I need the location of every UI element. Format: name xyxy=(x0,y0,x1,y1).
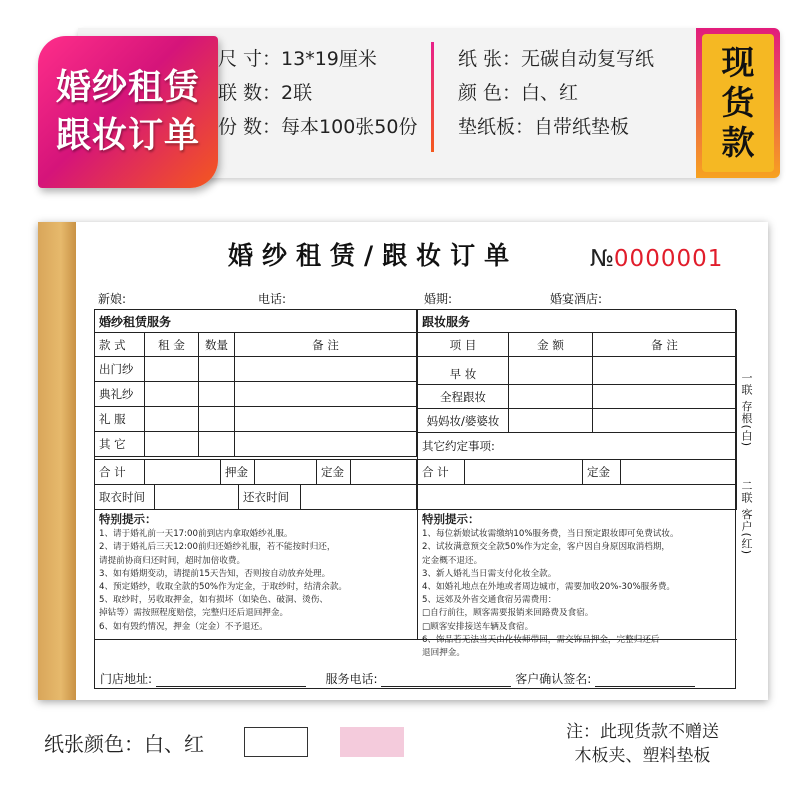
makeup-notes-title: 特别提示： xyxy=(422,512,480,526)
makeup-section-title: 跟妆服务 xyxy=(417,310,737,333)
makeup-note: □顾客安排接送车辆及食宿。 xyxy=(422,621,534,632)
bottom-note xyxy=(566,720,719,768)
makeup-header-remark: 备 注 xyxy=(593,333,737,357)
rental-remark-cell[interactable] xyxy=(235,357,417,382)
makeup-remark-cell[interactable] xyxy=(593,385,737,409)
rental-deposit-label: 押金 xyxy=(221,460,255,485)
rental-fee-cell[interactable] xyxy=(145,407,199,432)
makeup-note: 1、每位新娘试妆需缴纳10%服务费，当日预定跟妆即可免费试妆。 xyxy=(422,529,679,540)
binding-spine xyxy=(38,222,76,700)
rental-downpay-label: 定金 xyxy=(317,460,351,485)
makeup-note: 5、远郊及外省交通食宿另需费用： xyxy=(422,595,557,606)
makeup-notes xyxy=(422,513,734,660)
makeup-downpay-label: 定金 xyxy=(583,460,621,485)
title-line-1: 婚纱租赁 xyxy=(55,68,200,108)
rental-header-remark: 备 注 xyxy=(235,333,417,357)
bottom-note-line-2: 木板夹、塑料垫板 xyxy=(574,746,711,766)
customer-sign-label: 客户确认签名: xyxy=(515,672,592,686)
rental-total-label: 合 计 xyxy=(95,460,145,485)
customer-sign-field[interactable] xyxy=(595,673,695,687)
red-swatch xyxy=(340,727,404,757)
in-stock-tag xyxy=(696,28,780,178)
spec-count: 份 数：每本100张50份 xyxy=(218,116,418,138)
rental-row-label: 典礼纱 xyxy=(95,382,145,407)
serial-prefix: № xyxy=(590,246,614,272)
makeup-note: 3、新人婚礼当日需支付化妆全款。 xyxy=(422,568,557,579)
bottom-note-line-1: 注：此现货款不赠送 xyxy=(566,722,719,742)
title-badge xyxy=(38,36,218,188)
makeup-note: 6、饰品若无法当天由化妆师带回，需交饰品押金，完整归还后 xyxy=(422,634,660,645)
rental-deposit-cell[interactable] xyxy=(255,460,317,485)
spec-board: 垫纸板：自带纸垫板 xyxy=(458,116,630,138)
spec-paper: 纸 张：无碳自动复写纸 xyxy=(458,48,655,70)
makeup-total-label: 合 计 xyxy=(417,460,465,485)
store-address-field[interactable] xyxy=(156,673,306,687)
copy-2-label: 二联 客户(红) xyxy=(740,480,753,556)
rental-fee-cell[interactable] xyxy=(145,357,199,382)
rental-notes-title: 特别提示： xyxy=(99,512,157,526)
rental-note: 6、如有毁约情况，押金（定金）不予退还。 xyxy=(99,621,268,632)
makeup-amount-cell[interactable] xyxy=(509,385,593,409)
form-title: 婚纱租赁/跟妆订单 xyxy=(228,241,519,270)
rental-remark-cell[interactable] xyxy=(235,407,417,432)
wedding-date-label: 婚期: xyxy=(424,292,453,306)
spec-color: 颜 色：白、红 xyxy=(458,82,579,104)
rental-fee-cell[interactable] xyxy=(145,432,199,457)
makeup-blank-row xyxy=(417,485,737,510)
rental-qty-cell[interactable] xyxy=(199,407,235,432)
product-banner xyxy=(38,28,780,178)
rental-row-label: 出门纱 xyxy=(95,357,145,382)
makeup-amount-cell[interactable] xyxy=(509,409,593,433)
rental-fee-cell[interactable] xyxy=(145,382,199,407)
return-time-cell[interactable] xyxy=(301,485,417,510)
rental-note: 5、取纱时，另收取押金，如有损坏（如染色、破洞、烫伤、 xyxy=(99,595,328,606)
white-swatch xyxy=(244,727,308,757)
makeup-note: □自行前往，顾客需要报销来回路费及食宿。 xyxy=(422,608,594,619)
paper-color-label: 纸张颜色：白、红 xyxy=(44,732,204,756)
hotel-label: 婚宴酒店: xyxy=(550,292,603,306)
return-time-label: 还衣时间 xyxy=(239,485,301,510)
makeup-downpay-cell[interactable] xyxy=(621,460,737,485)
rental-downpay-cell[interactable] xyxy=(351,460,417,485)
rental-qty-cell[interactable] xyxy=(199,382,235,407)
makeup-row-label: 妈妈妆/婆婆妆 xyxy=(417,409,509,433)
makeup-row-label: 全程跟妆 xyxy=(417,385,509,409)
makeup-note: 退回押金。 xyxy=(422,648,465,659)
rental-total-cell[interactable] xyxy=(145,460,221,485)
store-address-label: 门店地址: xyxy=(100,672,153,686)
rental-note: 4、预定婚纱，收取全款的50%作为定金，于取纱时，结清余款。 xyxy=(99,582,348,593)
rental-notes xyxy=(99,513,415,634)
service-phone-label: 服务电话: xyxy=(325,672,378,686)
rental-remark-cell[interactable] xyxy=(235,432,417,457)
rental-section-title: 婚纱租赁服务 xyxy=(95,310,417,333)
pickup-time-cell[interactable] xyxy=(155,485,239,510)
makeup-remark-cell[interactable] xyxy=(593,409,737,433)
rental-note: 1、请于婚礼前一天17:00前到店内拿取婚纱礼服。 xyxy=(99,529,293,540)
spec-copies: 联 数：2联 xyxy=(218,82,313,104)
makeup-note: 4、如婚礼地点在外地或者周边城市，需要加收20%-30%服务费。 xyxy=(422,582,676,593)
copy-1-label: 一联 存根(白) xyxy=(740,372,753,448)
serial-number xyxy=(590,246,723,272)
rental-row-label: 其 它 xyxy=(95,432,145,457)
rental-note: 2、请于婚礼后三天12:00前归还婚纱礼服，若不能按时归还， xyxy=(99,542,336,553)
makeup-row-label: 早 妆 xyxy=(417,357,509,385)
service-phone-field[interactable] xyxy=(381,673,511,687)
rental-header-fee: 租 金 xyxy=(145,333,199,357)
rental-remark-cell[interactable] xyxy=(235,382,417,407)
order-form xyxy=(38,222,768,700)
tag-char-2: 货 xyxy=(721,83,755,122)
makeup-total-cell[interactable] xyxy=(465,460,583,485)
rental-note: 3、如有婚期变动，请提前15天告知，否则按自动放弃处理。 xyxy=(99,568,331,579)
rental-row-label: 礼 服 xyxy=(95,407,145,432)
rental-qty-cell[interactable] xyxy=(199,432,235,457)
footer-fields xyxy=(100,670,695,687)
tag-char-3: 款 xyxy=(721,123,755,162)
makeup-header-item: 项 目 xyxy=(417,333,509,357)
makeup-header-amount: 金 额 xyxy=(509,333,593,357)
makeup-note: 定金概不退还。 xyxy=(422,555,483,566)
makeup-note: 2、试妆满意预交全款50%作为定金，客户因自身原因取消档期， xyxy=(422,542,671,553)
pickup-time-label: 取衣时间 xyxy=(95,485,155,510)
notes-divider xyxy=(417,510,418,639)
spec-divider xyxy=(431,42,434,152)
rental-note: 掉钻等）需按照程度赔偿，完整归还后退回押金。 xyxy=(99,608,289,619)
serial-digits: 0000001 xyxy=(613,246,724,272)
rental-header-qty: 数量 xyxy=(199,333,235,357)
spec-list-right xyxy=(458,42,654,144)
phone-label: 电话: xyxy=(258,292,287,306)
rental-header-style: 款 式 xyxy=(95,333,145,357)
tag-char-1: 现 xyxy=(721,43,755,82)
rental-note: 请提前协商归还时间，超时加倍收费。 xyxy=(99,555,246,566)
spec-size: 尺 寸：13*19厘米 xyxy=(218,48,377,70)
rental-qty-cell[interactable] xyxy=(199,357,235,382)
makeup-amount-cell[interactable] xyxy=(509,357,593,385)
spec-list-left xyxy=(218,42,417,144)
other-agreements-label: 其它约定事项: xyxy=(417,433,737,460)
makeup-remark-cell[interactable] xyxy=(593,357,737,385)
title-line-2: 跟妆订单 xyxy=(55,116,200,156)
form-grid xyxy=(94,309,736,689)
bride-label: 新娘: xyxy=(98,292,127,306)
